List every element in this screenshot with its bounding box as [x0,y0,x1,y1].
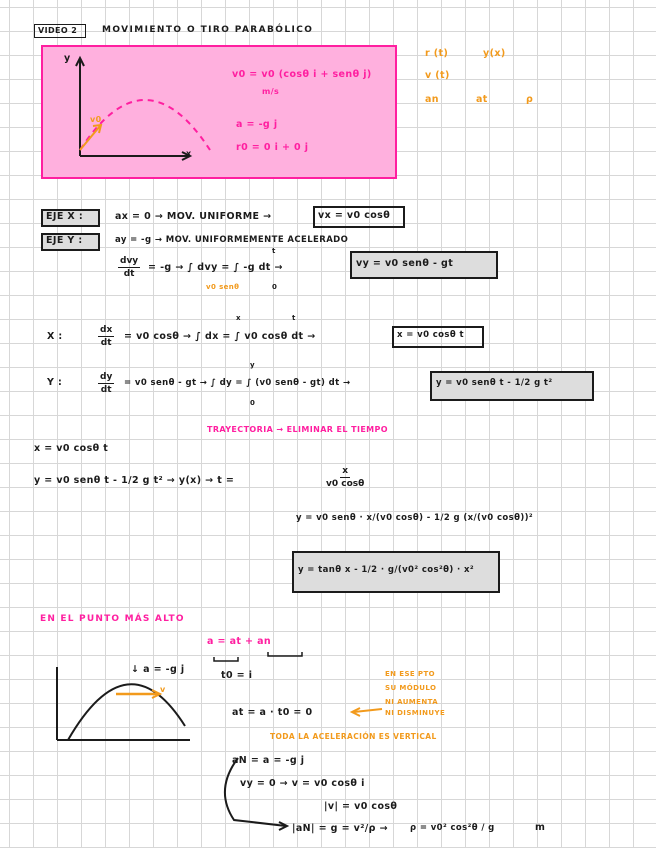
rho-eq: ρ = v0² cos²θ / g [410,823,495,833]
dx-den: dt [100,338,112,349]
x-int-mid: = v0 cosθ → ∫ dx = ∫ v0 cosθ dt → [124,331,316,342]
eje-x-eq: ax = 0 → MOV. UNIFORME → [115,211,272,222]
video-tag: VIDEO 2 [38,26,78,35]
vertical-note: TODA LA ACELERACIÓN ES VERTICAL [270,732,437,741]
note-line-1: EN ESE PTO [385,670,435,678]
trayectoria-heading: TRAYECTORIA → ELIMINAR EL TIEMPO [207,425,389,434]
v-mod-eq: |v| = v0 cosθ [324,801,398,812]
note-line-3: NI AUMENTA [385,698,439,706]
note-v-t: v (t) [425,70,450,81]
v0-unit: m/s [262,87,280,96]
r0-equation: r0 = 0 i + 0 j [236,142,309,153]
dvy-num: dvy [118,256,140,268]
lim-0-y: 0 [250,399,256,407]
note-y-x: y(x) [483,48,506,59]
an-eq: aN = a = -g j [232,755,305,766]
vx-result: vx = v0 cosθ [318,210,391,221]
note-an: an [425,94,439,105]
dvy-mid: = -g → ∫ dvy = ∫ -g dt → [148,262,283,273]
y-axis-label: y [64,53,71,64]
v0-vector-label: v0 [90,115,102,124]
vy-zero-eq: vy = 0 → v = v0 cosθ i [240,778,365,789]
lim-v0sen: v0 senθ [206,283,240,291]
at-eq: at = a · t0 = 0 [232,707,313,718]
note-at: at [476,94,488,105]
y-int-label: Y : [47,377,63,388]
trayectoria-y-eq: y = v0 senθ t - 1/2 g t² → y(x) → t = [34,475,235,486]
a-equation: a = -g j [236,119,278,130]
note-line-4: NI DISMINUYE [385,709,446,717]
dx-num: dx [98,325,114,337]
t-den: v0 cosθ [326,479,365,490]
dvy-den: dt [123,269,135,280]
page-title: MOVIMIENTO O TIRO PARABÓLICO [102,25,314,35]
trayectoria-x-eq: x = v0 cosθ t [34,443,109,454]
lim-x-upper: x [236,314,241,322]
an-mod-eq: |aN| = g = v²/ρ → [292,823,388,834]
y-int-mid: = v0 senθ - gt → ∫ dy = ∫ (v0 senθ - gt) dt → [124,378,351,388]
x-result: x = v0 cosθ t [397,330,464,340]
lim-zero: 0 [272,283,278,291]
note-rho: ρ [526,94,534,105]
t-num: x [340,466,350,478]
lim-y-upper: y [250,361,255,369]
note-line-2: SU MÓDULO [385,684,437,692]
a-vertical-label: ↓ a = -g j [131,664,185,675]
v-label: v [160,685,166,694]
x-axis-label: x [186,149,192,158]
y-result: y = v0 senθ t - 1/2 g t² [436,378,553,388]
dy-num: dy [98,372,114,384]
dy-den: dt [100,385,112,396]
rho-unit: m [535,822,546,833]
lim-t-upper-x: t [292,314,296,322]
punto-alto-heading: EN EL PUNTO MÁS ALTO [40,614,185,624]
trayectoria-result: y = tanθ x - 1/2 · g/(v0² cos²θ) · x² [298,565,474,575]
lim-t-upper: t [272,247,276,255]
note-r-t: r (t) [425,48,449,59]
substitution-eq: y = v0 senθ · x/(v0 cosθ) - 1/2 g (x/(v0 cosθ))² [296,513,534,523]
eje-x-label: EJE X : [46,211,84,222]
a-decomposition: a = at + an [207,636,272,647]
t0-eq: t0 = i [221,670,253,681]
x-int-label: X : [47,331,63,342]
eje-y-eq: ay = -g → MOV. UNIFORMEMENTE ACELERADO [115,235,349,245]
eje-y-label: EJE Y : [46,235,83,246]
vy-result: vy = v0 senθ - gt [356,258,454,269]
v0-equation: v0 = v0 (cosθ i + senθ j) [232,69,372,80]
